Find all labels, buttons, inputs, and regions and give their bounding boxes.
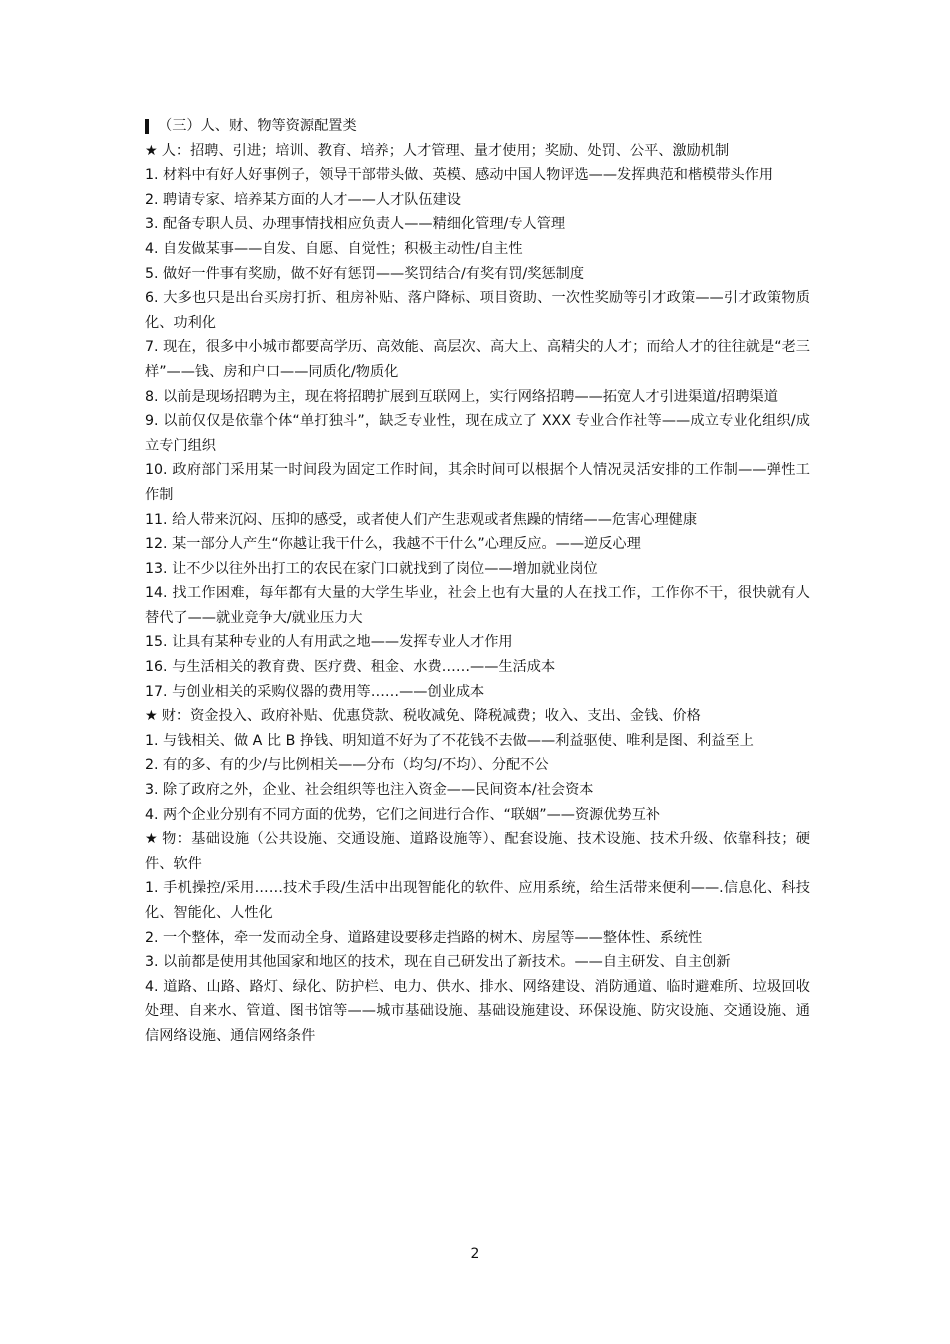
document-body xyxy=(145,114,810,1049)
list-item: 14. 找工作困难，每年都有大量的大学生毕业，社会上也有大量的人在找工作，工作你不干，很快就有人替代了——就业竞争大/就业压力大 xyxy=(145,585,810,626)
section-title xyxy=(145,139,810,164)
list-item: 8. 以前是现场招聘为主，现在将招聘扩展到互联网上，实行网络招聘——拓宽人才引进渠道/招聘渠道 xyxy=(145,388,778,405)
star-icon: ★ xyxy=(145,142,158,159)
list-item: 1. 材料中有好人好事例子，领导干部带头做、英模、感动中国人物评选——发挥典范和楷模带头作用 xyxy=(145,167,774,184)
list-item: 3. 配备专职人员、办理事情找相应负责人——精细化管理/专人管理 xyxy=(145,216,566,233)
list-item: 15. 让具有某种专业的人有用武之地——发挥专业人才作用 xyxy=(145,634,513,651)
list-item: 17. 与创业相关的采购仪器的费用等……——创业成本 xyxy=(145,683,485,700)
list-item: 4. 自发做某事——自发、自愿、自觉性；积极主动性/自主性 xyxy=(145,240,523,257)
section-title xyxy=(145,827,810,876)
section-title-text: 财：资金投入、政府补贴、优惠贷款、税收减免、降税减费；收入、支出、金钱、价格 xyxy=(161,708,701,725)
list-item: 4. 道路、山路、路灯、绿化、防护栏、电力、供水、排水、网络建设、消防通道、临时避难所、垃圾回收处理、自来水、管道、图书馆等——城市基础设施、基础设施建设、环保设施、防灾设施、交通设施、通信网络设施、通信网络条件 xyxy=(145,978,810,1044)
list-item: 13. 让不少以往外出打工的农民在家门口就找到了岗位——增加就业岗位 xyxy=(145,560,598,577)
list-item: 1. 手机操控/采用……技术手段/生活中出现智能化的软件、应用系统，给生活带来便利——.信息化、科技化、智能化、人性化 xyxy=(145,880,810,921)
list-item: 2. 聘请专家、培养某方面的人才——人才队伍建设 xyxy=(145,191,461,208)
section-finance xyxy=(145,704,810,827)
section-title xyxy=(145,704,810,729)
list-item: 2. 有的多、有的少/与比例相关——分布（均匀/不均）、分配不公 xyxy=(145,757,549,774)
section-title-text: 物：基础设施（公共设施、交通设施、道路设施等）、配套设施、技术设施、技术升级、依靠科技；硬件、软件 xyxy=(145,831,810,872)
section-people xyxy=(145,139,810,705)
list-item: 7. 现在，很多中小城市都要高学历、高效能、高层次、高大上、高精尖的人才；而给人才的往往就是“老三样”——钱、房和户口——同质化/物质化 xyxy=(145,339,810,380)
list-item: 10. 政府部门采用某一时间段为固定工作时间，其余时间可以根据个人情况灵活安排的工作制——弹性工作制 xyxy=(145,462,810,503)
list-item: 11. 给人带来沉闷、压抑的感受，或者使人们产生悲观或者焦躁的情绪——危害心理健康 xyxy=(145,511,698,528)
list-item: 9. 以前仅仅是依靠个体“单打独斗”，缺乏专业性，现在成立了 XXX 专业合作社等——成立专业化组织/成立专门组织 xyxy=(145,413,810,454)
list-item: 3. 以前都是使用其他国家和地区的技术，现在自己研发出了新技术。——自主研发、自主创新 xyxy=(145,954,731,971)
star-icon: ★ xyxy=(145,831,159,848)
page-number: 2 xyxy=(470,1246,480,1262)
list-item: 3. 除了政府之外，企业、社会组织等也注入资金——民间资本/社会资本 xyxy=(145,782,594,799)
list-item: 4. 两个企业分别有不同方面的优势，它们之间进行合作、“联姻”——资源优势互补 xyxy=(145,806,661,823)
list-item: 5. 做好一件事有奖励，做不好有惩罚——奖罚结合/有奖有罚/奖惩制度 xyxy=(145,265,585,282)
section-heading xyxy=(145,114,810,139)
list-item: 16. 与生活相关的教育费、医疗费、租金、水费……——生活成本 xyxy=(145,659,556,676)
list-item: 2. 一个整体，牵一发而动全身、道路建设要移走挡路的树木、房屋等——整体性、系统性 xyxy=(145,929,703,946)
heading-text: （三）人、财、物等资源配置类 xyxy=(158,118,357,134)
list-item: 12. 某一部分人产生“你越让我干什么，我越不干什么”心理反应。——逆反心理 xyxy=(145,536,641,553)
section-title-text: 人：招聘、引进；培训、教育、培养；人才管理、量才使用；奖励、处罚、公平、激励机制 xyxy=(161,142,730,159)
list-item: 6. 大多也只是出台买房打折、租房补贴、落户降标、项目资助、一次性奖励等引才政策——引才政策物质化、功利化 xyxy=(145,290,810,331)
heading-bar-marker xyxy=(145,119,149,134)
section-materials xyxy=(145,827,810,1048)
star-icon: ★ xyxy=(145,708,158,725)
list-item: 1. 与钱相关、做 A 比 B 挣钱、明知道不好为了不花钱不去做——利益驱使、唯利是图、利益至上 xyxy=(145,732,754,749)
